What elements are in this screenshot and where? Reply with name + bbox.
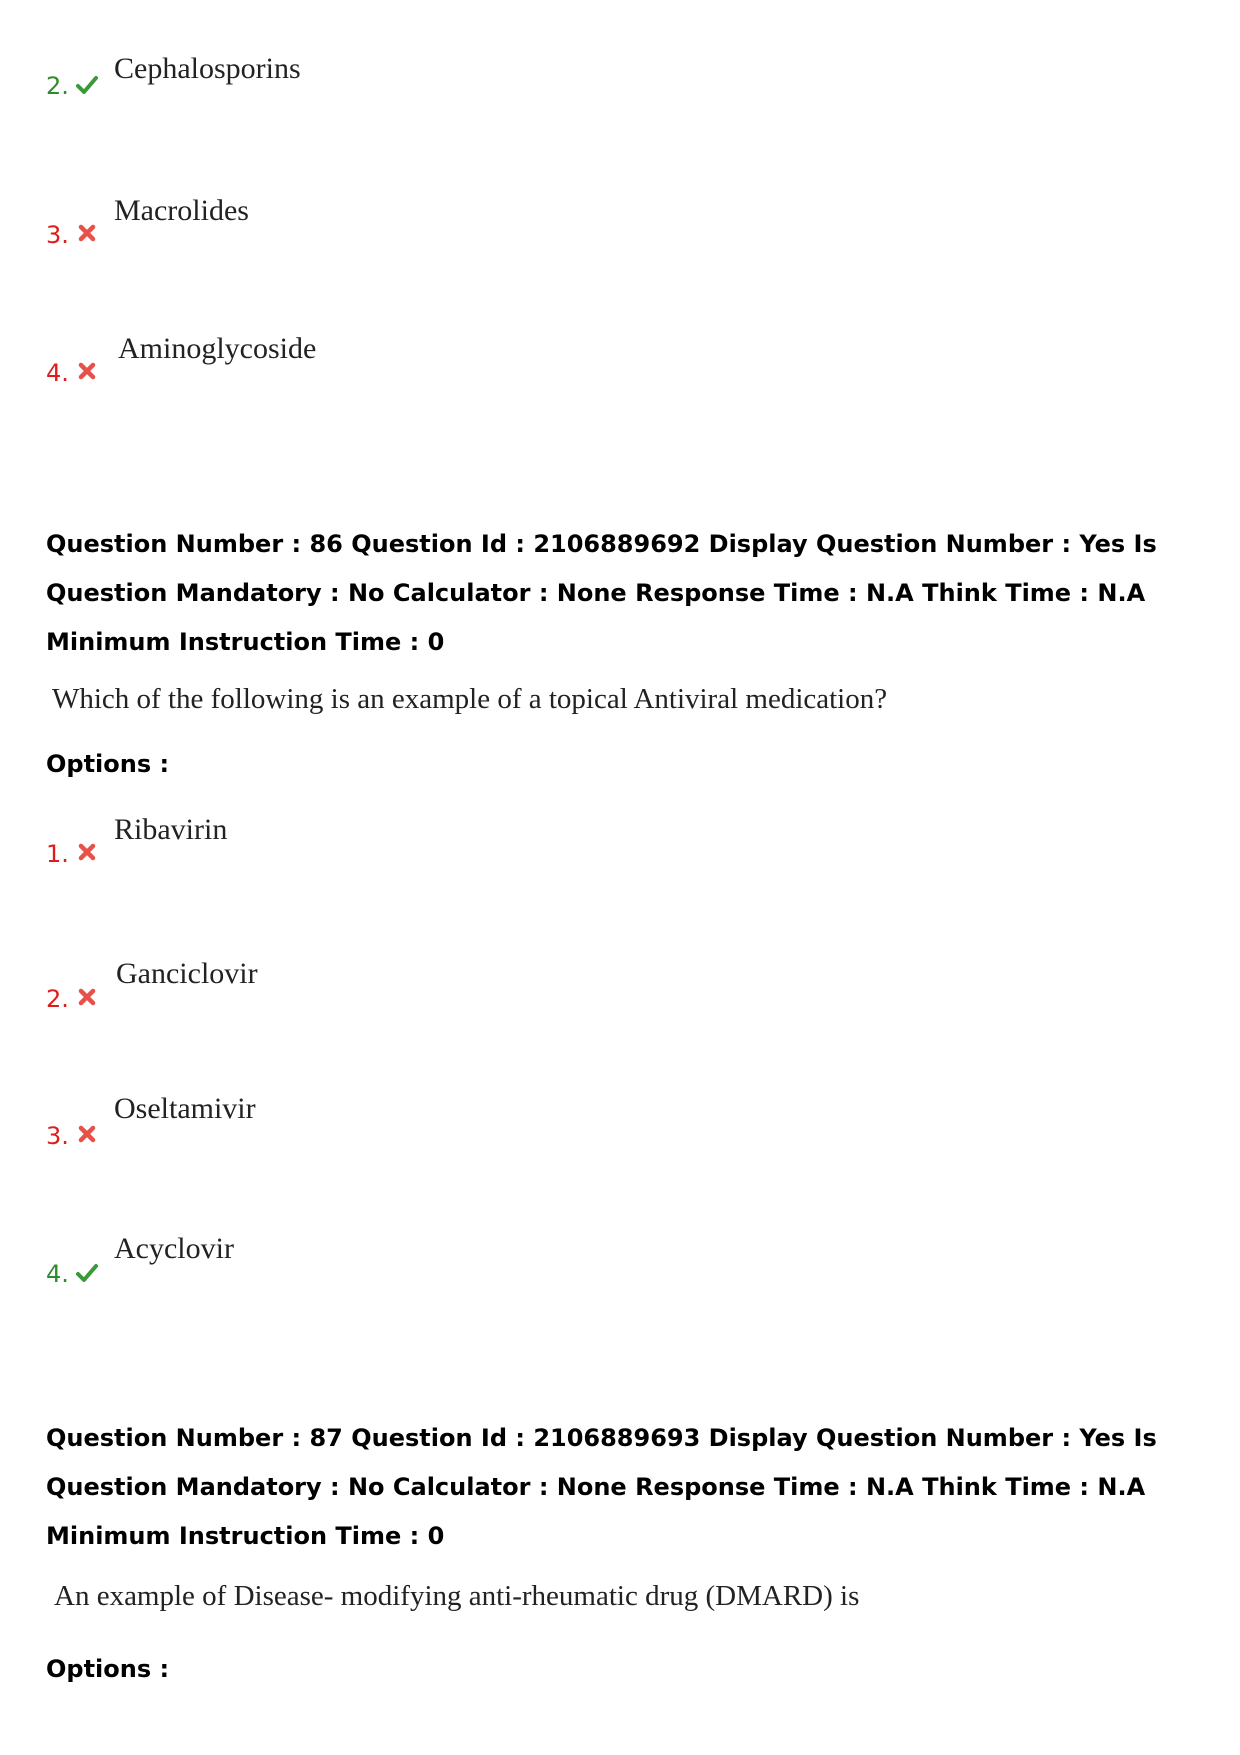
option-row (46, 331, 646, 391)
question-meta: Question Number : 86 Question Id : 2106889692 Display Question Number : Yes Is Question Mandatory : No Calculator : None Response Time : N.A Think Time : N.A Minimum Instruction Time : 0 (46, 530, 1157, 656)
cross-icon (76, 1123, 98, 1145)
option-text: Cephalosporins (114, 52, 301, 85)
cross-icon (76, 841, 98, 863)
options-label: Options : (46, 750, 170, 778)
check-icon (76, 74, 98, 96)
options-label: Options : (46, 1655, 170, 1683)
cross-icon (76, 986, 98, 1008)
option-text: Ganciclovir (116, 957, 258, 990)
option-number: 3. (46, 1122, 69, 1150)
option-row (46, 52, 646, 116)
option-row (46, 1234, 646, 1294)
question-meta: Question Number : 87 Question Id : 2106889693 Display Question Number : Yes Is Question Mandatory : No Calculator : None Response Time : N.A Think Time : N.A Minimum Instruction Time : 0 (46, 1424, 1157, 1550)
option-number: 3. (46, 221, 69, 249)
cross-icon (76, 222, 98, 244)
option-row (46, 193, 646, 253)
option-text: Aminoglycoside (118, 332, 317, 365)
option-number: 4. (46, 359, 69, 387)
option-number: 2. (46, 985, 69, 1013)
option-text: Macrolides (114, 194, 249, 227)
question-text: An example of Disease- modifying anti-rheumatic drug (DMARD) is (54, 1580, 860, 1612)
option-number: 4. (46, 1260, 69, 1288)
option-row (46, 812, 646, 872)
check-icon (76, 1262, 98, 1284)
option-row (46, 957, 646, 1017)
question-text: Which of the following is an example of a topical Antiviral medication? (52, 683, 888, 715)
cross-icon (76, 360, 98, 382)
option-text: Oseltamivir (114, 1092, 256, 1125)
option-row (46, 1094, 646, 1154)
option-number: 1. (46, 840, 69, 868)
option-text: Acyclovir (114, 1232, 234, 1265)
option-number: 2. (46, 72, 69, 100)
option-text: Ribavirin (114, 813, 228, 846)
